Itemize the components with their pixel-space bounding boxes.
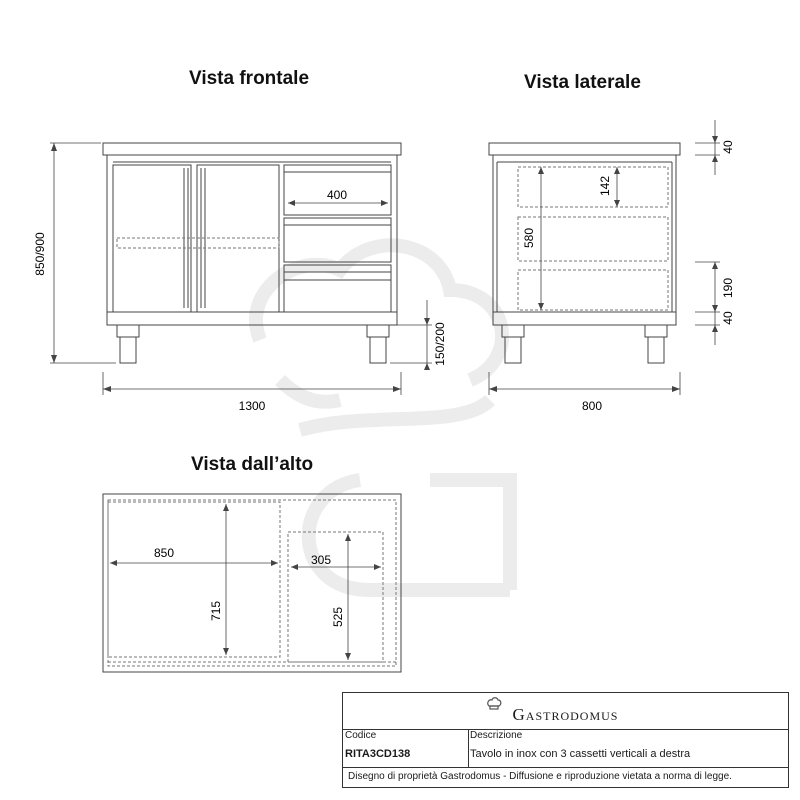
description-value: Tavolo in inox con 3 cassetti verticali a destra xyxy=(470,748,691,760)
top-left-width-label: 850 xyxy=(153,546,175,560)
side-bottom-40-label: 40 xyxy=(721,311,735,325)
front-leg-height-label: 150/200 xyxy=(433,322,447,366)
side-drawer-190-label: 190 xyxy=(721,277,735,299)
description-label: Descrizione xyxy=(470,730,523,741)
copyright-footer: Disegno di proprietà Gastrodomus - Diffusione e riproduzione vietata a norma di legge. xyxy=(348,771,732,782)
description-cell xyxy=(468,729,788,768)
chef-hat-logo-icon xyxy=(486,697,502,711)
code-label: Codice xyxy=(345,730,377,741)
side-width-label: 800 xyxy=(581,399,603,413)
top-left-depth-label: 715 xyxy=(209,600,223,622)
front-width-label: 1300 xyxy=(238,399,266,413)
top-view-title: Vista dall’alto xyxy=(191,454,314,475)
side-inner-height-label: 580 xyxy=(522,227,536,249)
top-right-depth-label: 525 xyxy=(331,606,345,628)
front-height-label: 850/900 xyxy=(33,232,47,276)
code-cell xyxy=(343,729,469,768)
front-view-title: Vista frontale xyxy=(189,68,310,89)
code-value: RITA3CD138 xyxy=(345,748,411,760)
side-view-title: Vista laterale xyxy=(524,72,641,93)
front-drawer-width-label: 400 xyxy=(326,188,348,202)
side-top-thickness-label: 40 xyxy=(721,140,735,154)
side-drawer-height-label: 142 xyxy=(598,175,612,197)
brand-cell xyxy=(343,693,788,730)
brand-name: Gastrodomus xyxy=(512,705,619,724)
top-right-width-label: 305 xyxy=(310,553,332,567)
title-block xyxy=(342,692,789,788)
